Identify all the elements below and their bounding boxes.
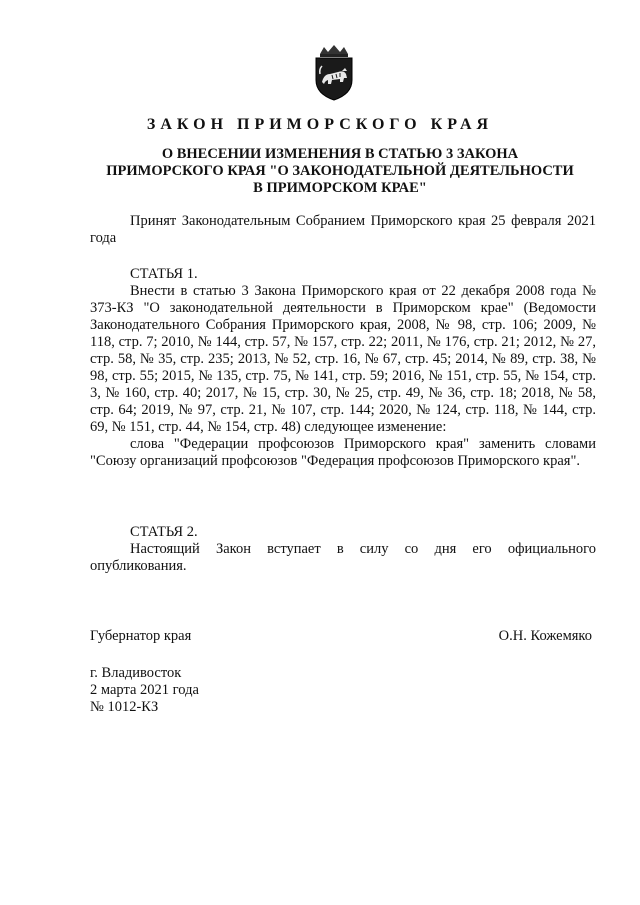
article-2-heading: СТАТЬЯ 2. <box>130 524 198 540</box>
subtitle-line: В ПРИМОРСКОМ КРАЕ" <box>253 180 427 196</box>
adoption-note-block <box>90 213 596 247</box>
article-2-paragraph-1: Настоящий Закон вступает в силу со дня его официального опубликования. <box>90 541 596 574</box>
article-1 <box>90 266 596 470</box>
article-1-paragraph-1: Внести в статью 3 Закона Приморского края от 22 декабря 2008 года № 373-КЗ "О законодательной деятельности в Приморском крае" (Ведомости Законодательного Собрания Приморского края, 2008, № 98, стр. 106; 2009, № 118, стр. 7; 2010, № 144, стр. 57, № 157, стр. 22; 2011, № 176, стр. 21; 2012, № 27, стр. 58, № 35, стр. 235; 2013, № 52, стр. 16, № 67, стр. 45; 2014, № 89, стр. 38, № 98, стр. 55; 2015, № 135, стр. 75, № 141, стр. 59; 2016, № 151, стр. 55, № 154, стр. 3, № 160, стр. 40; 2017, № 15, стр. 30, № 25, стр. 49, № 36, стр. 18; 2018, № 58, стр. 64; 2019, № 97, стр. 21, № 107, стр. 144; 2020, № 124, стр. 118, № 144, стр. 69, № 151, стр. 44, № 154, стр. 48) следующее изменение: <box>90 283 596 435</box>
subtitle-line: ПРИМОРСКОГО КРАЯ "О ЗАКОНОДАТЕЛЬНОЙ ДЕЯТЕЛЬНОСТИ <box>106 163 574 179</box>
city: г. Владивосток <box>90 665 182 681</box>
signatory-name: О.Н. Кожемяко <box>498 628 592 644</box>
law-subtitle <box>80 146 600 197</box>
adoption-note: Принят Законодательным Собранием Приморского края 25 февраля 2021 года <box>90 213 596 246</box>
law-number: № 1012-КЗ <box>90 699 159 715</box>
subtitle-line: О ВНЕСЕНИИ ИЗМЕНЕНИЯ В СТАТЬЮ 3 ЗАКОНА <box>161 146 519 162</box>
article-2 <box>90 524 596 575</box>
date: 2 марта 2021 года <box>90 682 199 698</box>
article-1-paragraph-2: слова "Федерации профсоюзов Приморского края" заменить словами "Союзу организаций профсоюзов "Федерация профсоюзов Приморского края". <box>90 436 596 469</box>
article-1-heading: СТАТЬЯ 1. <box>130 266 198 282</box>
signatory-position: Губернатор края <box>90 628 192 644</box>
coat-of-arms-icon <box>312 44 356 102</box>
document-footer <box>90 665 199 716</box>
law-title: ЗАКОН ПРИМОРСКОГО КРАЯ <box>146 116 494 133</box>
